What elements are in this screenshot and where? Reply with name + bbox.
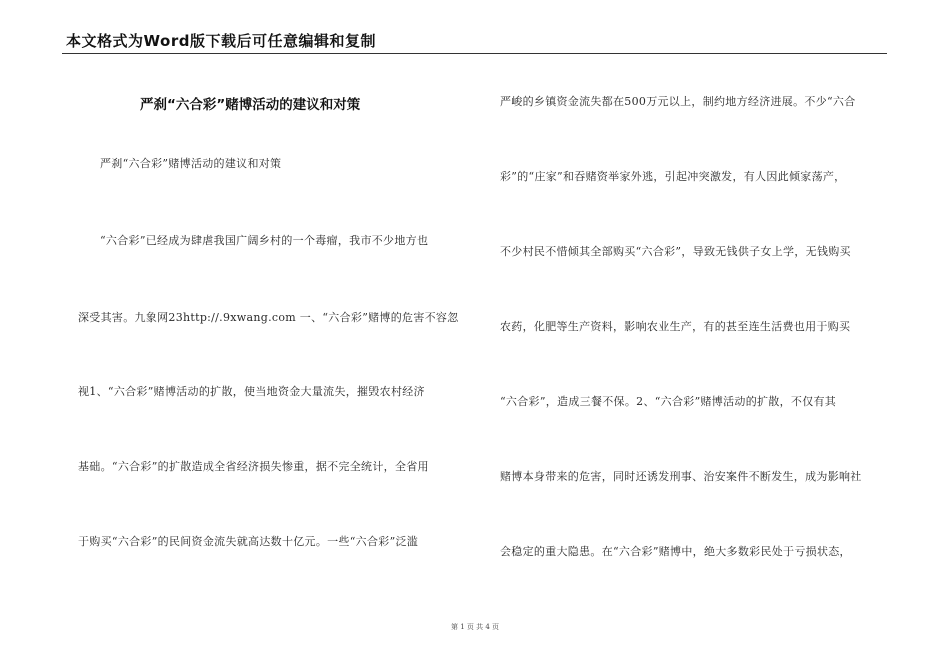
body-line: 赌博本身带来的危害，同时还诱发刑事、治安案件不断发生，成为影响社 (500, 470, 862, 483)
header-divider (62, 53, 887, 54)
body-line: 深受其害。九象网23http://.9xwang.com 一、“六合彩”赌博的危害不容忽 (78, 311, 459, 324)
body-line: 农药，化肥等生产资料，影响农业生产，有的甚至连生活费也用于购买 (500, 320, 851, 333)
document-title: 严刹“六合彩”赌博活动的建议和对策 (140, 97, 361, 113)
body-line: 于购买“六合彩”的民间资金流失就高达数十亿元。一些“六合彩”泛滥 (78, 535, 419, 548)
page-indicator: 第 1 页 共 4 页 (450, 623, 500, 631)
body-line: 彩”的“庄家”和吞赌资举家外逃，引起冲突激发，有人因此倾家荡产， (500, 170, 846, 183)
document-banner: 本文格式为Word版下载后可任意编辑和复制 (66, 32, 376, 50)
body-line: 严刹“六合彩”赌博活动的建议和对策 (100, 157, 282, 170)
body-line: 严峻的乡镇资金流失都在500万元以上，制约地方经济进展。不少“六合 (500, 95, 856, 108)
body-line: 不少村民不惜倾其全部购买“六合彩”，导致无钱供子女上学，无钱购买 (500, 245, 851, 258)
body-line: 视1、“六合彩”赌博活动的扩散，使当地资金大量流失，摧毁农村经济 (78, 385, 425, 398)
body-line: 基础。“六合彩”的扩散造成全省经济损失惨重，据不完全统计，全省用 (78, 460, 429, 473)
body-line: “六合彩”已经成为肆虐我国广阔乡村的一个毒瘤，我市不少地方也 (100, 234, 429, 247)
body-line: 会稳定的重大隐患。在“六合彩”赌博中，绝大多数彩民处于亏损状态， (500, 545, 851, 558)
body-line: “六合彩”，造成三餐不保。2、“六合彩”赌博活动的扩散，不仅有其 (500, 395, 837, 408)
